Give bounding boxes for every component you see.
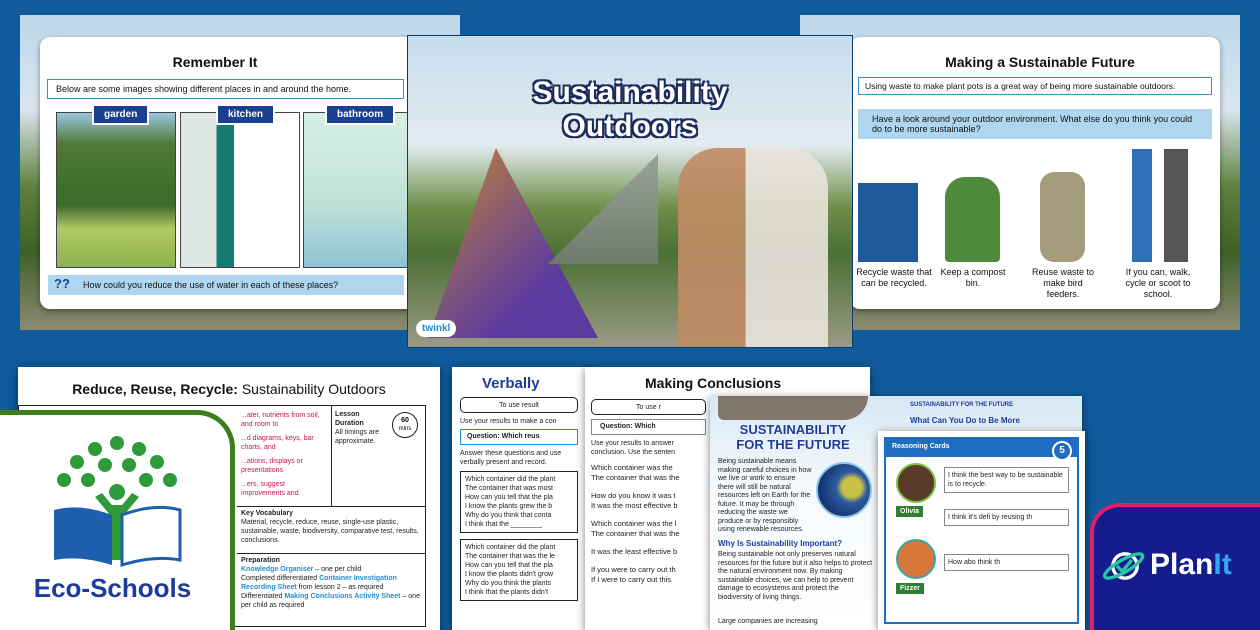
side-heading: What Can You Do to Be More xyxy=(910,416,1020,425)
earth-globe-icon xyxy=(816,462,872,518)
planit-it: It xyxy=(1213,548,1232,581)
tip-image-recycle xyxy=(858,157,918,262)
slide-card xyxy=(40,37,420,309)
question-marks-icon: ?? xyxy=(54,276,70,291)
cover-title-line2: Outdoors xyxy=(562,110,698,143)
line: If you were to carry out th xyxy=(591,565,676,574)
kitchen-image xyxy=(180,112,300,268)
planit-plan: Plan xyxy=(1150,548,1214,581)
header-small: SUSTAINABILITY FOR THE FUTURE xyxy=(910,402,1014,408)
place-tag-garden: garden xyxy=(92,104,149,125)
tip-caption: If you can, walk, cycle or scoot to school. xyxy=(1125,267,1191,299)
paragraph: Being sustainable means making careful choices in how we live or work to ensure there will still be natural resources left on Earth for the future. It may be through reducing the waste we produce or by responsibly using renewable resources. xyxy=(718,458,812,533)
line: Which container did the plant xyxy=(465,476,556,483)
cover-title-line1: Sustainability xyxy=(532,76,728,109)
sheet-text: Use your results to answer conclusion. Use the senten xyxy=(591,440,676,456)
sheet-heading xyxy=(718,422,868,452)
prep-label: Preparation xyxy=(241,557,280,564)
tip-image-compost xyxy=(945,177,1000,262)
slide-intro: Using waste to make plant pots is a great way of being more sustainable outdoors. xyxy=(858,77,1212,95)
slide-remember-it xyxy=(20,15,460,330)
line: Which container was the xyxy=(591,463,673,472)
line: The container that was the xyxy=(591,529,680,538)
place-tag-bathroom: bathroom xyxy=(325,104,395,125)
eco-schools-badge xyxy=(0,410,235,630)
answer-lines xyxy=(591,463,706,585)
olivia-avatar xyxy=(896,463,936,503)
slide-intro: Below are some images showing different places in and around the home. xyxy=(47,79,404,99)
heading-line1: SUSTAINABILITY xyxy=(739,422,847,437)
place-tag-kitchen: kitchen xyxy=(216,104,275,125)
line: Which container did the plant xyxy=(465,544,556,551)
slide-sustainable-future xyxy=(800,15,1240,330)
olivia-name-tag: Olivia xyxy=(896,506,923,517)
line: I think that the plants didn't xyxy=(465,589,549,596)
slide-title: Making a Sustainable Future xyxy=(945,54,1135,70)
prep-text: Differentiated xyxy=(241,593,285,600)
duration-label: Lesson Duration xyxy=(335,411,364,427)
tip-image-bird-feeder xyxy=(1040,172,1085,262)
tip-caption: Recycle waste that can be recycled. xyxy=(856,267,932,288)
subheading: Why Is Sustainability Important? xyxy=(718,539,843,548)
line: Why do you think that conta xyxy=(465,512,552,519)
prep-item xyxy=(241,592,421,610)
slide-cover xyxy=(407,35,853,348)
prep-text: – one per child as required xyxy=(241,593,420,609)
line: It was the most effective b xyxy=(591,501,678,510)
tip-caption: Keep a compost bin. xyxy=(940,267,1006,288)
prep-text: Completed differentiated xyxy=(241,575,320,582)
prep-text: from lesson 2 – as required xyxy=(296,584,384,591)
reasoning-card xyxy=(884,437,1079,624)
heading-line2: FOR THE FUTURE xyxy=(736,437,850,452)
line: How can you tell that the pla xyxy=(465,562,553,569)
paragraph: Being sustainable not only preserves natural resources for the future but it also helps to protect the natural environment now. By making sustainable choices, we can help to prevent damage to ecosystems and protect the biodiversity of living things. xyxy=(718,551,873,601)
slide-card xyxy=(850,37,1220,309)
duration-value: 60 xyxy=(401,417,409,424)
duration-clock-icon xyxy=(392,412,418,438)
bird-photo xyxy=(548,154,658,264)
prep-link[interactable]: Knowledge Organiser xyxy=(241,566,314,573)
prep-link[interactable]: Container Investigation Recording Sheet xyxy=(241,575,397,591)
line: Why do you think the plants xyxy=(465,580,551,587)
card-title: Reasoning Cards xyxy=(892,443,950,450)
twinkl-logo: twinkl xyxy=(416,320,456,337)
sheet-title: Making Conclusions xyxy=(645,375,782,391)
aim-box: To use result xyxy=(460,397,578,413)
line: How can you tell that the pla xyxy=(465,494,553,501)
fizzer-avatar xyxy=(896,539,936,579)
line: I know the plants didn't grow xyxy=(465,571,554,578)
prep-text: – one per child xyxy=(313,566,362,573)
sheet-title: Verbally xyxy=(482,375,540,392)
question-box: Question: Which xyxy=(591,419,706,435)
preparation-section xyxy=(241,556,421,610)
card-header xyxy=(886,439,1077,457)
objective: ...ations, displays or presentations xyxy=(241,458,303,474)
line: The container that was most xyxy=(465,485,553,492)
prep-item xyxy=(241,565,421,574)
title-bold: Reduce, Reuse, Recycle: xyxy=(72,381,238,397)
objective: ...d diagrams, keys, bar charts, and xyxy=(241,435,314,451)
sheet-text: Answer these questions and use verbally present and record. xyxy=(460,450,562,466)
speech-bubble: I think the best way to be sustainable is to recycle. xyxy=(944,467,1069,493)
objective: ...ers, suggest improvements and xyxy=(241,481,299,497)
line: The container that was the xyxy=(591,473,680,482)
line: If I were to carry out this xyxy=(591,575,672,584)
prep-item xyxy=(241,574,421,592)
vocab-section xyxy=(241,509,421,545)
duration-unit: mins xyxy=(398,426,412,432)
divider xyxy=(331,406,332,506)
duration-section xyxy=(335,410,389,446)
sheet-text: Use your results to make a con xyxy=(460,418,557,425)
objective: ...ater, nutrients from soil, and room to xyxy=(241,412,320,428)
garden-image xyxy=(56,112,176,268)
slide-question: Have a look around your outdoor environment. What else do you think you could do to be more sustainable? xyxy=(858,109,1212,139)
question-text: How could you reduce the use of water in each of these places? xyxy=(83,280,339,290)
slide-title: Remember It xyxy=(172,54,258,70)
verbally-worksheet xyxy=(452,367,592,630)
vocab-text: Material, recycle, reduce, reuse, single-use plastic, sustainable, waste, biodiversity, comparative test, results, conclusions. xyxy=(241,519,419,544)
answer-box xyxy=(460,471,578,533)
speech-bubble: How abo think th xyxy=(944,554,1069,571)
line: The container that was the le xyxy=(465,553,555,560)
paragraph: Large companies are increasing xyxy=(718,618,818,625)
slide-question xyxy=(48,275,404,295)
prep-link[interactable]: Making Conclusions Activity Sheet xyxy=(284,593,401,600)
line: It was the least effective b xyxy=(591,547,678,556)
title-rest: Sustainability Outdoors xyxy=(237,381,386,397)
card-number-badge: 5 xyxy=(1052,441,1072,461)
question-box: Question: Which reus xyxy=(460,429,578,445)
cover-title xyxy=(408,76,852,144)
lesson-plan-title xyxy=(18,381,440,397)
aim-box: To use r xyxy=(591,399,706,415)
line: I think that the ________ xyxy=(465,521,543,528)
divider xyxy=(237,553,425,554)
line: Which container was the l xyxy=(591,519,677,528)
answer-box xyxy=(460,539,578,601)
tip-image-walk-to-school xyxy=(1120,149,1200,262)
duration-text: All timings are approximate. xyxy=(335,429,379,445)
line: I know the plants grew the b xyxy=(465,503,553,510)
reasoning-cards-sheet xyxy=(878,431,1085,630)
divider xyxy=(237,506,425,507)
vocab-label: Key Vocabulary xyxy=(241,510,294,517)
planit-wordmark xyxy=(1150,547,1232,583)
line: How do you know it was t xyxy=(591,491,676,500)
tip-caption: Reuse waste to make bird feeders. xyxy=(1031,267,1095,299)
header-illustration xyxy=(718,396,868,420)
speech-bubble: I think it's defi by reusing th xyxy=(944,509,1069,526)
eco-schools-logo-icon xyxy=(50,435,185,570)
planit-badge xyxy=(1090,503,1260,630)
planit-logo-icon xyxy=(1102,549,1146,583)
children-illustration xyxy=(678,148,828,348)
eco-schools-name: Eco-Schools xyxy=(33,573,192,603)
fizzer-name-tag: Fizzer xyxy=(896,583,924,594)
bathroom-image xyxy=(303,112,420,268)
